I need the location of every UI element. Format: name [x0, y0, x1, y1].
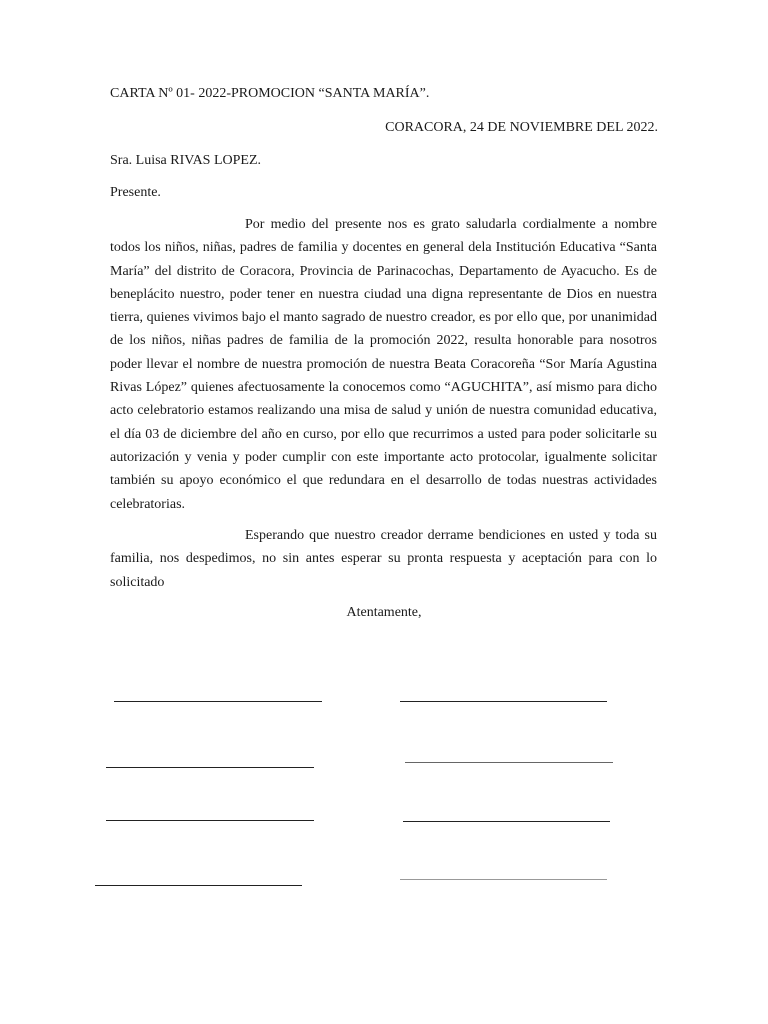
signature-line [106, 820, 314, 821]
letter-body-paragraph-2: Esperando que nuestro creador derrame bendiciones en usted y toda su familia, nos despedimos, no sin antes esperar su pronta respuesta y aceptación para con lo solicitado [110, 528, 657, 590]
letter-recipient: Sra. Luisa RIVAS LOPEZ. [110, 153, 262, 168]
letter-closing: Atentamente, [346, 605, 422, 620]
signature-line [106, 767, 314, 768]
letter-reference: CARTA Nº 01- 2022-PROMOCION “SANTA MARÍA”. [110, 86, 430, 101]
letter-greeting: Presente. [110, 185, 161, 200]
signature-line [403, 821, 610, 822]
signature-line [114, 701, 322, 702]
signature-line [400, 701, 607, 702]
signature-line [95, 885, 302, 886]
signature-line [400, 879, 607, 880]
signature-line [405, 762, 613, 763]
letter-body-paragraph-1: Por medio del presente nos es grato saludarla cordialmente a nombre todos los niños, niñas, padres de familia y docentes en general dela Institución Educativa “Santa María” del distrito de Coracora, Provincia de Parinacochas, Departamento de Ayacucho. Es de beneplácito nuestro, poder tener en nuestra ciudad una digna representante de Dios en nuestra tierra, quienes vivimos bajo el manto sagrado de nuestro creador, es por ello que, por unanimidad de los niños, niñas padres de familia de la promoción 2022, resulta honorable para nosotros poder llevar el nombre de nuestra promoción de nuestra Beata Coracoreña “Sor María Agustina Rivas López” quienes afectuosamente la conocemos como “AGUCHITA”, así mismo para dicho acto celebratorio estamos realizando una misa de salud y unión de nuestra comunidad educativa, el día 03 de diciembre del año en curso, por ello que recurrimos a usted para poder solicitarle su autorización y venia y poder cumplir con este importante acto protocolar, igualmente solicitar también su apoyo económico el que redundara en el desarrollo de todas nuestras actividades celebratorias. [110, 217, 657, 512]
letter-date: CORACORA, 24 DE NOVIEMBRE DEL 2022. [385, 120, 658, 135]
